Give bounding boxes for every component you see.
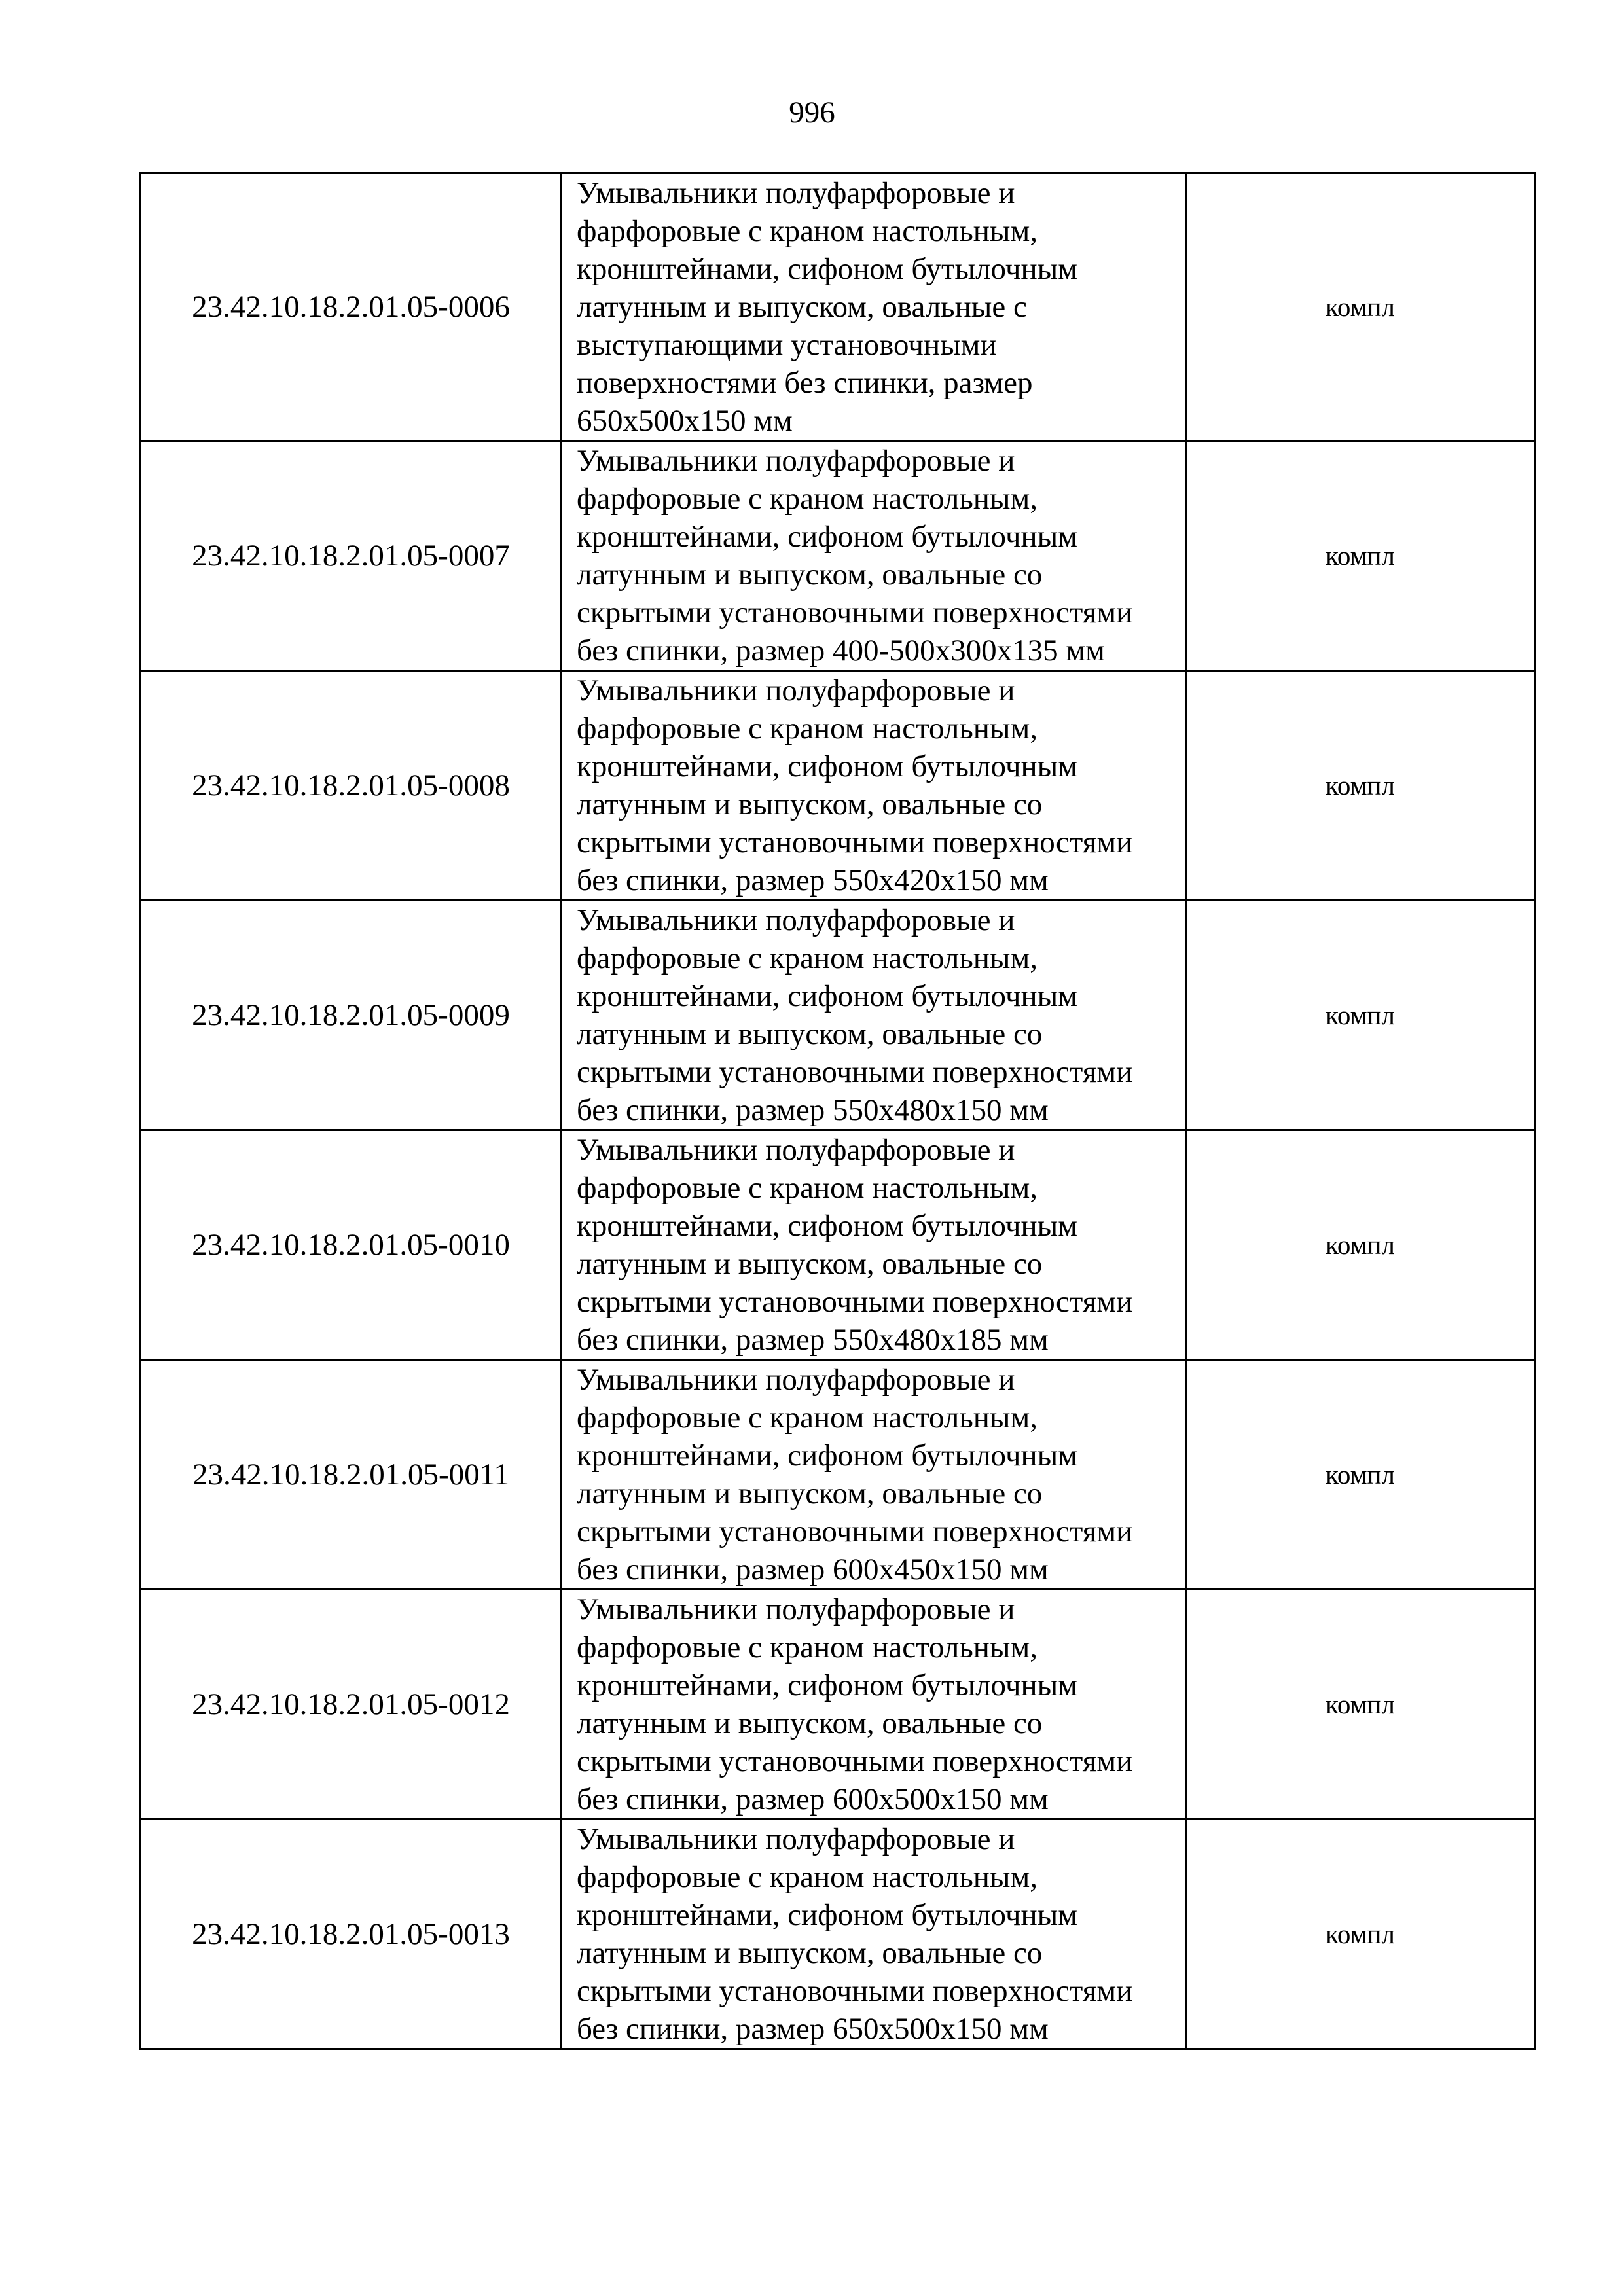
unit-of-measure: компл [1186,173,1535,441]
table-row [141,1820,1535,2049]
resource-name: Умывальники полуфарфоровые и фарфоровые с краном настольным, кронштейнами, сифоном бутылочным латунным и выпуском, овальные со скрытыми установочными поверхностями без спинки, размер 400-500х300х135 мм [562,441,1186,671]
resource-name: Умывальники полуфарфоровые и фарфоровые с краном настольным, кронштейнами, сифоном бутылочным латунным и выпуском, овальные со скрытыми установочными поверхностями без спинки, размер 650х500х150 мм [562,1820,1186,2049]
resource-code: 23.42.10.18.2.01.05-0011 [141,1360,562,1590]
unit-of-measure: компл [1186,671,1535,901]
resource-name: Умывальники полуфарфоровые и фарфоровые с краном настольным, кронштейнами, сифоном бутылочным латунным и выпуском, овальные со скрытыми установочными поверхностями без спинки, размер 550х480х185 мм [562,1130,1186,1360]
unit-of-measure: компл [1186,901,1535,1130]
table-row [141,671,1535,901]
page-number: 996 [789,96,835,130]
resource-name: Умывальники полуфарфоровые и фарфоровые с краном настольным, кронштейнами, сифоном бутылочным латунным и выпуском, овальные со скрытыми установочными поверхностями без спинки, размер 600х500х150 мм [562,1590,1186,1820]
table-row [141,1130,1535,1360]
unit-of-measure: компл [1186,1590,1535,1820]
resource-code: 23.42.10.18.2.01.05-0013 [141,1820,562,2049]
table-row [141,441,1535,671]
unit-of-measure: компл [1186,1360,1535,1590]
resource-code: 23.42.10.18.2.01.05-0006 [141,173,562,441]
table-row [141,901,1535,1130]
resource-table [139,172,1536,2050]
table-row [141,1590,1535,1820]
unit-of-measure: компл [1186,1130,1535,1360]
resource-code: 23.42.10.18.2.01.05-0010 [141,1130,562,1360]
resource-code: 23.42.10.18.2.01.05-0012 [141,1590,562,1820]
table-row [141,1360,1535,1590]
unit-of-measure: компл [1186,1820,1535,2049]
resource-name: Умывальники полуфарфоровые и фарфоровые с краном настольным, кронштейнами, сифоном бутылочным латунным и выпуском, овальные со скрытыми установочными поверхностями без спинки, размер 600х450х150 мм [562,1360,1186,1590]
resource-name: Умывальники полуфарфоровые и фарфоровые с краном настольным, кронштейнами, сифоном бутылочным латунным и выпуском, овальные со скрытыми установочными поверхностями без спинки, размер 550х420х150 мм [562,671,1186,901]
resource-code: 23.42.10.18.2.01.05-0008 [141,671,562,901]
resource-name: Умывальники полуфарфоровые и фарфоровые с краном настольным, кронштейнами, сифоном бутылочным латунным и выпуском, овальные с выступающими установочными поверхностями без спинки, размер 650х500х150 мм [562,173,1186,441]
unit-of-measure: компл [1186,441,1535,671]
resource-code: 23.42.10.18.2.01.05-0007 [141,441,562,671]
resource-name: Умывальники полуфарфоровые и фарфоровые с краном настольным, кронштейнами, сифоном бутылочным латунным и выпуском, овальные со скрытыми установочными поверхностями без спинки, размер 550х480х150 мм [562,901,1186,1130]
table-row [141,173,1535,441]
resource-code: 23.42.10.18.2.01.05-0009 [141,901,562,1130]
